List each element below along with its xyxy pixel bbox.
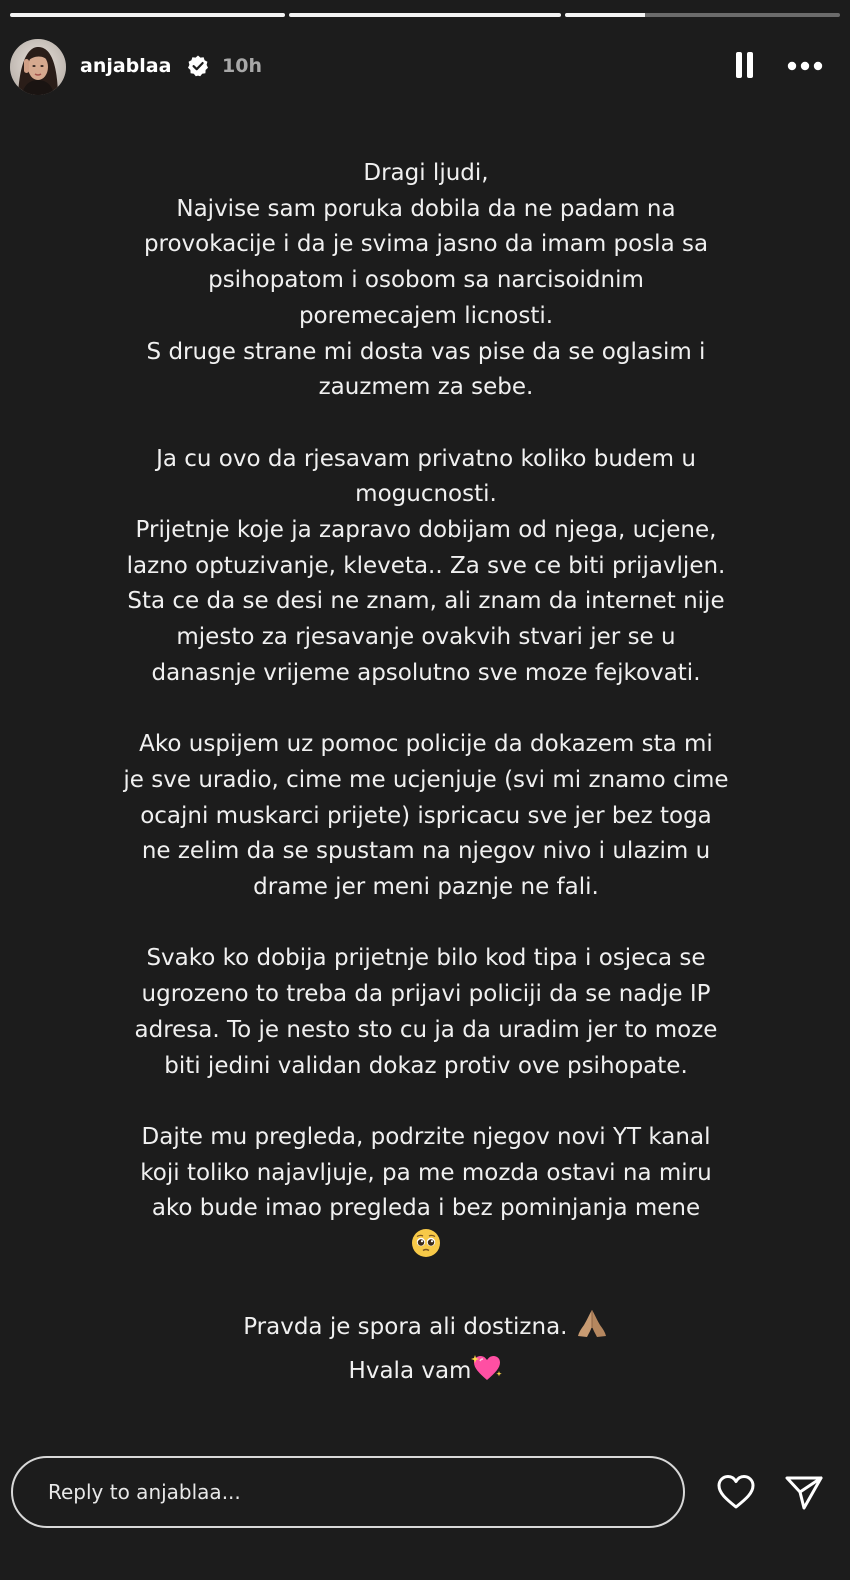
- story-line: psihopatom i osobom sa narcisoidnim: [208, 267, 644, 294]
- story-paragraph: [90, 727, 762, 906]
- like-button[interactable]: [714, 1470, 758, 1514]
- story-line: ugrozeno to treba da prijavi policiji da se nadje IP: [141, 981, 711, 1008]
- story-line: mjesto za rjesavanje ovakvih stvari jer se u: [176, 624, 676, 651]
- more-options-button[interactable]: [785, 51, 827, 81]
- send-icon: [782, 1470, 826, 1514]
- story-line: ako bude imao pregleda i bez pominjanja mene: [151, 1195, 701, 1222]
- story-line: je sve uradio, cime me ucjenjuje (svi mi znamo cime: [123, 766, 729, 793]
- story-progress-bar: [10, 13, 840, 17]
- reply-input[interactable]: [11, 1456, 685, 1528]
- story-line: zauzmem za sebe.: [318, 374, 534, 401]
- story-text-content: [90, 156, 762, 1396]
- story-line: Dragi ljudi,: [363, 160, 489, 186]
- progress-segment-current: [565, 13, 840, 17]
- story-line: Svako ko dobija prijetnje bilo kod tipa i osjeca se: [146, 945, 706, 972]
- sparkling-heart-emoji: [471, 1352, 503, 1396]
- story-line: koji toliko najavljuje, pa me mozda ostavi na miru: [140, 1159, 712, 1186]
- progress-segment: [289, 13, 561, 17]
- story-line: Ja cu ovo da rjesavam privatno koliko budem u: [156, 445, 696, 472]
- more-dots-icon: [785, 51, 827, 81]
- story-line: poremecajem licnosti.: [298, 302, 554, 329]
- closing-line-1: Pravda je spora ali dostizna.: [90, 1306, 762, 1352]
- reply-placeholder: Reply to anjablaa...: [48, 1480, 241, 1504]
- story-line: Prijetnje koje ja zapravo dobijam od njega, ucjene,: [135, 517, 717, 544]
- story-line: mogucnosti.: [355, 481, 497, 508]
- story-line: Najvise sam poruka dobila da ne padam na: [176, 195, 676, 222]
- story-footer: [11, 1456, 841, 1532]
- story-line: drame jer meni paznje ne fali.: [253, 874, 599, 901]
- pleading-face-emoji: [410, 1227, 442, 1271]
- story-line: adresa. To je nesto sto cu ja da uradim jer to moze: [134, 1016, 718, 1043]
- story-paragraph: [90, 442, 762, 692]
- username[interactable]: anjablaa: [80, 55, 172, 77]
- verified-badge-icon: [186, 54, 210, 78]
- avatar[interactable]: [10, 39, 66, 95]
- story-paragraphs: [90, 156, 762, 1227]
- story-line: Ako uspijem uz pomoc policije da dokazem sta mi: [139, 731, 713, 758]
- folded-hands-emoji: [575, 1306, 609, 1352]
- pause-icon: [730, 51, 760, 81]
- story-line: provokacije i da je svima jasno da imam posla sa: [143, 231, 709, 258]
- emoji-line: [90, 1227, 762, 1271]
- heart-icon: [714, 1470, 758, 1514]
- pause-button[interactable]: [730, 51, 760, 81]
- story-paragraph: [90, 156, 762, 406]
- send-button[interactable]: [782, 1470, 826, 1514]
- story-line: ocajni muskarci prijete) ispricacu sve jer bez toga: [140, 802, 712, 829]
- story-line: S druge strane mi dosta vas pise da se oglasim i: [146, 338, 706, 365]
- story-line: Sta ce da se desi ne znam, ali znam da internet nije: [127, 588, 725, 615]
- closing-line-2: Hvala vam: [90, 1352, 762, 1396]
- story-line: Dajte mu pregleda, podrzite njegov novi YT kanal: [141, 1123, 711, 1150]
- progress-segment: [10, 13, 285, 17]
- story-paragraph: [90, 941, 762, 1084]
- story-line: lazno optuzivanje, kleveta.. Za sve ce biti prijavljen.: [126, 552, 726, 579]
- story-line: ne zelim da se spustam na njegov nivo i ulazim u: [141, 838, 711, 865]
- story-paragraph: [90, 1120, 762, 1227]
- story-line: biti jedini validan dokaz protiv ove psihopate.: [164, 1052, 688, 1079]
- story-header: [10, 38, 840, 94]
- post-time: 10h: [222, 55, 262, 77]
- story-line: danasnje vrijeme apsolutno sve moze fejkovati.: [151, 659, 701, 686]
